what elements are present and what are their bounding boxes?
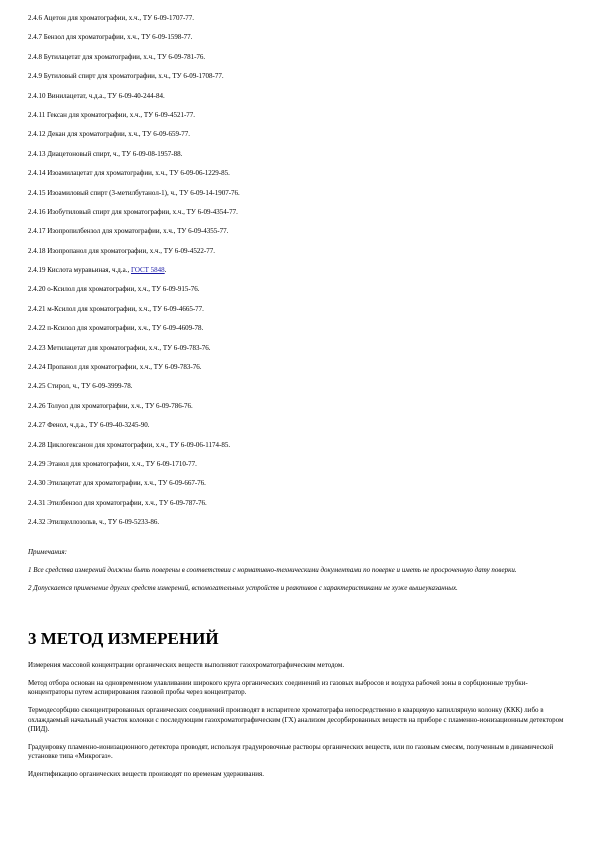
paragraph: Идентификацию органических веществ производят по временам удерживания. (28, 770, 264, 779)
list-item: 2.4.32 Этилцеллозольв, ч., ТУ 6-09-5233-86. (28, 518, 160, 527)
list-item-text: 2.4.19 Кислота муравьиная, ч.д.а., (28, 266, 131, 275)
list-item-suffix: . (164, 266, 167, 275)
list-item: 2.4.28 Циклогексанон для хроматографии, х.ч., ТУ 6-09-06-1174-85. (28, 440, 231, 449)
list-item: 2.4.13 Диацетоновый спирт, ч., ТУ 6-09-08-1957-88. (28, 149, 183, 158)
list-item: 2.4.23 Метилацетат для хроматографии, х.ч., ТУ 6-09-783-76. (28, 343, 211, 352)
notes-title: Примечания: (28, 548, 67, 556)
section-heading: 3 МЕТОД ИЗМЕРЕНИЙ (28, 629, 219, 648)
list-item: 2.4.6 Ацетон для хроматографии, х.ч., ТУ 6-09-1707-77. (28, 14, 195, 22)
list-item: 2.4.17 Изопропилбензол для хроматографии, х.ч., ТУ 6-09-4355-77. (28, 227, 229, 236)
paragraph: Термодесорбцию сконцентрированных органических соединений производят в испарителе хроматографа непосредственно в кварцевую капиллярную колонку (ККК) либо в охлаждаемый начальный участок колонки с последующим газохроматографическим (ГХ) анализом десорбированных веществ на приборе с пламенно-ионизационным детектором (ПИД). (28, 706, 564, 734)
list-item: 2.4.16 Изобутиловый спирт для хроматографии, х.ч., ТУ 6-09-4354-77. (28, 207, 238, 216)
paragraph: Градуировку пламенно-ионизационного детектора проводят, используя градуировочные растворы органических веществ, или по газовым смесям, полученным в динамической установке типа «Микрогаз». (28, 742, 554, 761)
list-item: 2.4.15 Изоамиловый спирт (3-метилбутанол-1), ч., ТУ 6-09-14-1907-76. (28, 188, 240, 197)
note-1: 1 Все средства измерений должны быть поверены в соответствии с нормативно-техническими документами по поверке и иметь не просроченную дату поверки. (28, 566, 517, 574)
list-item: 2.4.12 Декан для хроматографии, х.ч., ТУ 6-09-659-77. (28, 130, 191, 139)
gost-link[interactable]: ГОСТ 5848 (130, 266, 165, 275)
list-item: 2.4.18 Изопропанол для хроматографии, х.ч., ТУ 6-09-4522-77. (28, 246, 215, 255)
paragraph: Метод отбора основан на одновременном улавливании широкого круга органических соединений из газовых выбросов и воздуха рабочей зоны в сорбционные трубки-концентраторы путем аспирирования газовой пробы через концентратор. (28, 678, 528, 697)
paragraph: Измерения массовой концентрации органических веществ выполняют газохроматографическим методом. (28, 661, 345, 669)
list-item: 2.4.31 Этилбензол для хроматографии, х.ч., ТУ 6-09-787-76. (28, 498, 207, 507)
list-item: 2.4.22 п-Ксилол для хроматографии, х.ч., ТУ 6-09-4609-78. (28, 324, 204, 333)
list-item: 2.4.7 Бензол для хроматографии, х.ч., ТУ 6-09-1598-77. (28, 33, 193, 42)
note-2: 2 Допускается применение других средств измерений, вспомогательных устройств и реактивов с характеристиками не хуже вышеуказанных. (28, 584, 458, 592)
list-item: 2.4.20 о-Ксилол для хроматографии, х.ч., ТУ 6-09-915-76. (28, 285, 200, 294)
list-item: 2.4.14 Изоамилацетат для хроматографии, х.ч., ТУ 6-09-06-1229-85. (28, 169, 230, 178)
notes (28, 548, 568, 602)
list-item: 2.4.9 Бутиловый спирт для хроматографии, х.ч., ТУ 6-09-1708-77. (28, 72, 224, 81)
list-item: 2.4.21 м-Ксилол для хроматографии, х.ч., ТУ 6-09-4665-77. (28, 304, 204, 313)
list-item: 2.4.26 Толуол для хроматографии, х.ч., ТУ 6-09-786-76. (28, 401, 193, 410)
section-body (28, 661, 568, 788)
list-item: 2.4.29 Этанол для хроматографии, х.ч., ТУ 6-09-1710-77. (28, 459, 197, 468)
list-item: 2.4.8 Бутилацетат для хроматографии, х.ч., ТУ 6-09-781-76. (28, 52, 206, 61)
list-item: 2.4.27 Фенол, ч.д.а., ТУ 6-09-40-3245-90. (28, 421, 150, 430)
list-item: 2.4.24 Пропанол для хроматографии, х.ч., ТУ 6-09-783-76. (28, 363, 202, 372)
list-item: 2.4.11 Гексан для хроматографии, х.ч., ТУ 6-09-4521-77. (28, 110, 196, 119)
list-item (28, 266, 568, 275)
list-item: 2.4.25 Стирол, ч., ТУ 6-09-3999-78. (28, 382, 133, 391)
reagent-list (28, 14, 568, 538)
list-item: 2.4.30 Этилацетат для хроматографии, х.ч., ТУ 6-09-667-76. (28, 479, 206, 488)
list-item: 2.4.10 Винилацетат, ч.д.а., ТУ 6-09-40-244-84. (28, 91, 165, 100)
